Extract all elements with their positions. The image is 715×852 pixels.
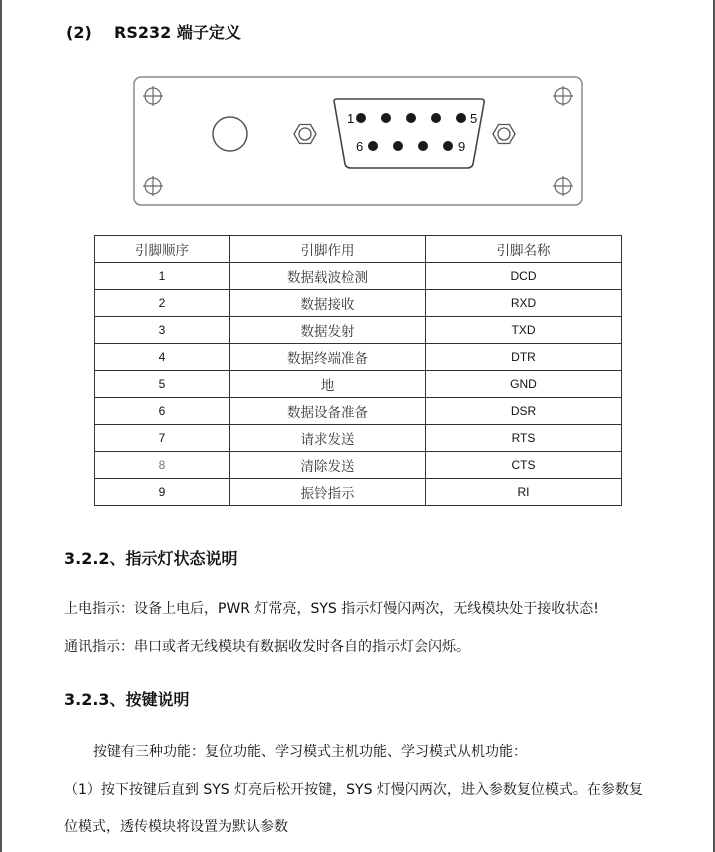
pin-order: 8: [95, 452, 230, 479]
pin-dot-3: [406, 113, 416, 123]
pin-dot-9: [443, 141, 453, 151]
page-border-left: [0, 0, 2, 852]
pin-function: 数据终端准备: [230, 344, 426, 371]
pin-function: 地: [230, 371, 426, 398]
db9-shell: [334, 99, 484, 168]
pin-name: DSR: [426, 398, 622, 425]
indicator-section-heading: 3.2.2、指示灯状态说明: [64, 549, 238, 568]
pin-order: 3: [95, 317, 230, 344]
section-title: RS232 端子定义: [114, 23, 241, 42]
pin-function: 数据发射: [230, 317, 426, 344]
pin-order: 7: [95, 425, 230, 452]
pin-definition-table: [94, 235, 622, 506]
section-number: (2): [66, 23, 92, 42]
pin-dot-2: [381, 113, 391, 123]
table-row: [95, 425, 622, 452]
pin-label-6: 6: [356, 139, 364, 154]
header-pin-name: 引脚名称: [426, 236, 622, 263]
pin-order: 5: [95, 371, 230, 398]
pin-function: 请求发送: [230, 425, 426, 452]
pin-order: 1: [95, 263, 230, 290]
button-section-heading: 3.2.3、按键说明: [64, 690, 190, 709]
pin-function: 数据载波检测: [230, 263, 426, 290]
pin-dot-5: [456, 113, 466, 123]
pin-name: DCD: [426, 263, 622, 290]
pin-order: 6: [95, 398, 230, 425]
table-row: [95, 317, 622, 344]
pin-label-5: 5: [470, 111, 478, 126]
pin-order: 2: [95, 290, 230, 317]
pin-dot-7: [393, 141, 403, 151]
button-item1-line2: 位模式，透传模块将设置为默认参数: [64, 819, 288, 835]
table-row: [95, 263, 622, 290]
pin-dot-8: [418, 141, 428, 151]
power-on-indicator-text: 上电指示：设备上电后，PWR 灯常亮，SYS 指示灯慢闪两次，无线模块处于接收状态!: [64, 601, 599, 617]
table-row: [95, 371, 622, 398]
pin-name: DTR: [426, 344, 622, 371]
button-item1-line1: （1）按下按键后直到 SYS 灯亮后松开按键，SYS 灯慢闪两次，进入参数复位模式。在参数复: [64, 782, 643, 798]
header-pin-order: 引脚顺序: [95, 236, 230, 263]
table-row: [95, 452, 622, 479]
pin-dot-6: [368, 141, 378, 151]
pin-dot-4: [431, 113, 441, 123]
pin-name: GND: [426, 371, 622, 398]
pin-function: 振铃指示: [230, 479, 426, 506]
pin-name: RI: [426, 479, 622, 506]
pin-dot-1: [356, 113, 366, 123]
pin-function: 数据接收: [230, 290, 426, 317]
table-row: [95, 344, 622, 371]
pin-name: CTS: [426, 452, 622, 479]
table-row: [95, 290, 622, 317]
pin-name: RTS: [426, 425, 622, 452]
section-heading: [66, 20, 241, 43]
table-row: [95, 479, 622, 506]
pin-label-1: 1: [347, 111, 355, 126]
table-row: [95, 398, 622, 425]
button-intro-text: 按键有三种功能：复位功能、学习模式主机功能、学习模式从机功能：: [93, 744, 527, 760]
pin-function: 清除发送: [230, 452, 426, 479]
header-pin-function: 引脚作用: [230, 236, 426, 263]
pin-order: 4: [95, 344, 230, 371]
table-header-row: [95, 236, 622, 263]
communication-indicator-text: 通讯指示：串口或者无线模块有数据收发时各自的指示灯会闪烁。: [64, 639, 470, 655]
pin-order: 9: [95, 479, 230, 506]
pin-label-9: 9: [458, 139, 466, 154]
pin-name: TXD: [426, 317, 622, 344]
pin-function: 数据设备准备: [230, 398, 426, 425]
db9-connector-diagram: [130, 74, 586, 208]
pin-name: RXD: [426, 290, 622, 317]
